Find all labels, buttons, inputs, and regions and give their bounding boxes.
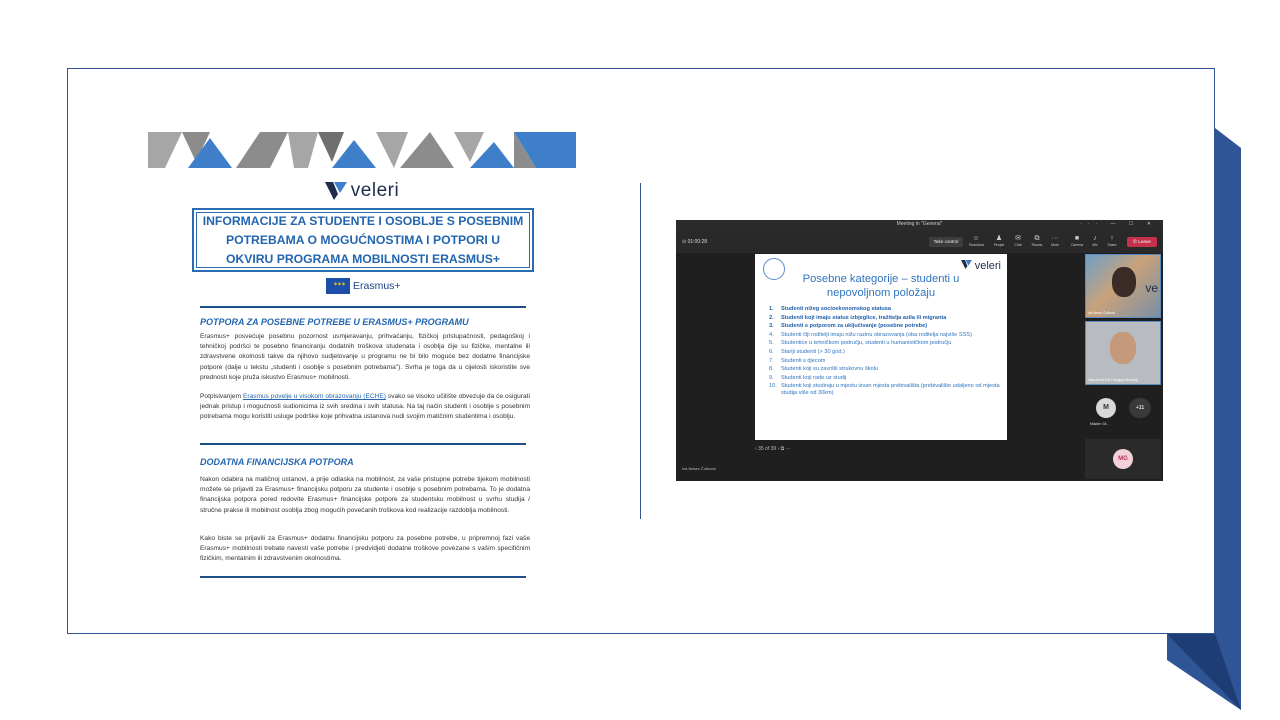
list-item: 7. Studenti s djecom (769, 357, 826, 364)
list-item: 5. Studentice u tehničkom području, studenti u humanističkom području (769, 340, 952, 347)
participant-video-tile[interactable] (1085, 254, 1161, 318)
more-participants-button[interactable]: +11 (1129, 398, 1151, 418)
document-title: INFORMACIJE ZA STUDENTE I OSOBLJE S POSEBNIM POTREBAMA O MOGUĆNOSTIMA I POTPORI U OKVIRU PROGRAMA MOBILNOSTI ERASMUS+ (196, 212, 530, 268)
info-document (148, 122, 576, 582)
list-item: 2. Studenti koji imaju status izbjeglice, tražitelja azila ili migranta (769, 314, 947, 321)
participant-name: Kata Andrić (HCI Hungary Meeting) (1088, 378, 1138, 382)
mic-icon[interactable]: ♪ Mic (1092, 235, 1098, 247)
background-logo-icon: ve (1145, 281, 1158, 295)
more-icon[interactable]: ··· More (1051, 235, 1059, 247)
meeting-titlebar (676, 220, 1163, 231)
document-brand: veleri (350, 180, 400, 201)
list-item: 9. Studenti koji rade uz studij (769, 374, 847, 381)
self-view-tile (1085, 439, 1161, 479)
share-icon[interactable]: ↑ Share (1107, 235, 1117, 247)
veleri-logo-icon (961, 260, 972, 269)
erasmus-logo: ✶✶✶ Erasmus+ (326, 277, 401, 295)
slide-brand: veleri (961, 260, 1001, 272)
section2-paragraph-2: Kako biste se prijavili za Erasmus+ dodatnu financijsku potporu za posebne potrebe, u pripremnoj fazi vaše Erasmus+ mobilnosti trebate navesti vaše potrebe i predvidjeti dodatne troškove povezane s vašim specifičnim fizičkim, mentalnim ili zdravstvenim okolnostima. (200, 535, 530, 563)
list-item: 10. Studenti koji studiraju u mjestu izvan mjesta prebivališta (prebivalište udaljeno od mjesta studija više od 30km) (769, 383, 1000, 396)
participant-video-tile[interactable] (1085, 321, 1161, 385)
participant-name: Mladen Gli… (1090, 422, 1110, 426)
meeting-timer: ⊙ 01:00:28 (682, 239, 708, 245)
list-item: 1. Studenti nižeg socioekonomskog statusa (769, 306, 892, 312)
take-control-button[interactable]: Take control (929, 237, 963, 247)
slide-title: Posebne kategorije – studenti u nepovoljnom položaju (802, 273, 960, 299)
meeting-window (676, 220, 1163, 481)
section2-heading: DODATNA FINANCIJSKA POTPORA (200, 457, 354, 467)
list-item: 8. Studenti koji su završili strukovnu školu (769, 366, 879, 373)
eche-link[interactable]: Erasmus povelje u visokom obrazovanju (ECHE) (242, 393, 386, 400)
document-banner (148, 132, 576, 168)
meeting-toolbar (676, 231, 1163, 253)
section2-paragraph-1: Nakon odabira na matičnoj ustanovi, a prije odlaska na mobilnost, za vaše pristupne potrebe tijekom mobilnosti možete se prijaviti za Erasmus+ financijsku potporu za studente i osoblje s posebnim potrebama. To je dodatna financijska potpora pored redovite Erasmus+ financijske potpore za studentsku mobilnost u svrhu studija / stručne prakse ili mobilnost osoblja zbog mogućih povećanih troškova kod realizacije razdoblja mobilnosti. (200, 476, 530, 514)
list-item: 6. Stariji studenti (> 30 god.) (769, 348, 845, 355)
people-icon[interactable]: ♟ People (993, 235, 1005, 247)
breakout-rooms-icon[interactable]: ⧉ Rooms (1031, 235, 1043, 247)
participant-video (1110, 332, 1136, 364)
slide-navigation[interactable]: ‹ 35 of 39 › ⧉ ··· (755, 446, 791, 452)
meeting-title: Meeting in "General" (896, 221, 943, 227)
participant-video (1112, 267, 1136, 297)
section1-paragraph-2: Potpisivanjem Erasmus povelje u visokom obrazovanju (ECHE) svako se visoko učilište obvezuje da će osigurati jednak pristup i mogućnosti sudionicima iz svih sredina i svih statusa. Na taj način studenti i osoblje s posebnim potrebama mogu koristiti usluge podrške koje prihvatna ustanova nudi svojim matičnim studentima i osoblju. (200, 393, 530, 421)
participant-avatar[interactable]: MG (1113, 449, 1133, 469)
presenter-name: Iva Nesec Čulković (682, 466, 717, 471)
section-rule (200, 576, 526, 578)
chat-icon[interactable]: ✉ Chat (1014, 235, 1022, 247)
slide-list (769, 306, 1001, 397)
section-rule (200, 443, 526, 445)
leave-button[interactable]: ✆ Leave (1127, 237, 1157, 247)
section1-heading: POTPORA ZA POSEBNE POTREBE U ERASMUS+ PROGRAMU (200, 317, 469, 327)
document-logo (148, 180, 576, 202)
list-item: 4. Studenti čiji roditelji imaju nižu razinu obrazovanja (oba roditelja najviše SSS) (769, 331, 972, 338)
camera-icon[interactable]: ■ Camera (1070, 235, 1084, 247)
list-item: 3. Studenti s potporom za uključivanje (posebne potrebe) (769, 323, 928, 330)
window-controls[interactable]: ··· — ☐ ✕ (1080, 221, 1157, 227)
document-title-box (192, 208, 534, 272)
veleri-logo-icon (325, 182, 347, 200)
reactions-icon[interactable]: ☺ Reactions (969, 235, 985, 247)
participant-avatar[interactable]: M (1096, 398, 1116, 418)
section1-paragraph-1: Erasmus+ posvećuje posebnu pozornost usmjeravanju, prihvaćanju, fizičkoj pristupačnosti, pedagoškoj i tehničkoj podršci te posebno financiranju dodatnih troškova studenata i osoblja čije su fizičke, mentalne ili zdravstvene okolnosti takve da njihovo sudjelovanje u programu ne bi bilo moguće bez dodatne financijske potpore (dalje u tekstu „studenti i osoblje s posebnim potrebama"). Svrha je toga da u cijelosti iskoristite sve prednosti koje pruža iskustvo Erasmus+ mobilnosti. (200, 333, 530, 381)
section-rule (200, 306, 526, 308)
shared-slide (755, 254, 1007, 440)
slide-divider (640, 183, 641, 519)
participant-name: Iva Nesec Čulković (1088, 311, 1116, 315)
eu-flag-icon: ✶✶✶ (326, 278, 350, 294)
